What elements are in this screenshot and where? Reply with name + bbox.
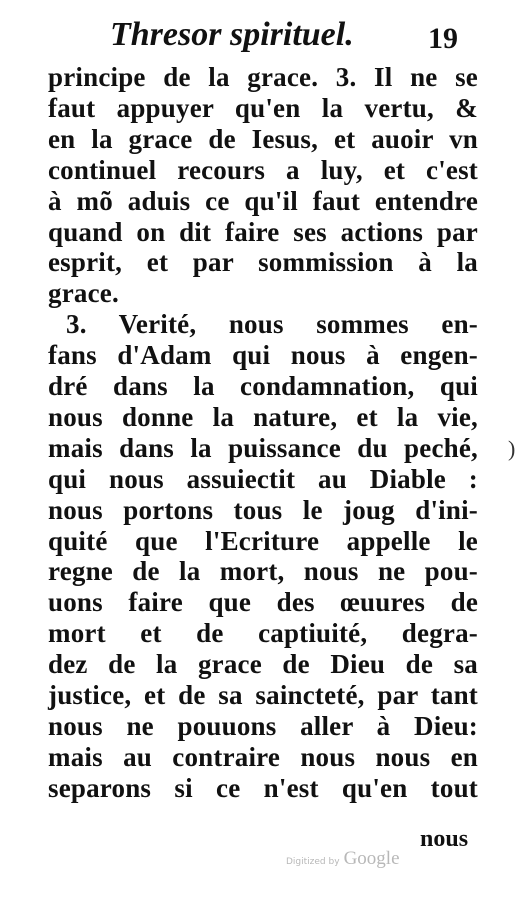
text-line: regne de la mort, nous ne pou- — [48, 556, 478, 587]
text-line: esprit, et par sommission à la — [48, 247, 478, 278]
text-line: nous portons tous le joug d'ini- — [48, 494, 478, 525]
running-title: Thresor spirituel. — [110, 16, 354, 53]
text-line: quand on dit faire ses actions par — [48, 216, 478, 247]
text-line: mais au contraire nous nous en — [48, 741, 478, 772]
text-line: nous donne la nature, et la vie, — [48, 401, 478, 432]
text-line: à mõ aduis ce qu'il faut entendre — [48, 185, 478, 216]
margin-mark: ) — [508, 436, 516, 461]
text-line: dez de la grace de Dieu de sa — [48, 649, 478, 680]
text-line: quité que l'Ecriture appelle le — [48, 525, 478, 556]
text-line: uons faire que des œuures de — [48, 587, 478, 618]
text-line: dré dans la condamnation, qui — [48, 371, 478, 401]
text-line: principe de la grace. 3. Il ne se — [48, 62, 478, 92]
text-line: grace. — [48, 278, 119, 309]
text-line: justice, et de sa saincteté, par tant — [48, 680, 478, 710]
text-line: faut appuyer qu'en la vertu, & — [48, 92, 478, 123]
text-line: qui nous assuiectit au Diable : — [48, 463, 478, 494]
catchword: nous — [420, 826, 469, 852]
text-line: nous ne pouuons aller à Dieu: — [48, 710, 478, 741]
page-number: 19 — [428, 22, 458, 55]
watermark-brand: Google — [343, 848, 400, 869]
text-line: mort et de captiuité, degra- — [48, 618, 478, 649]
text-line: separons si ce n'est qu'en tout — [48, 772, 478, 803]
text-line: mais dans la puissance du peché, — [48, 432, 478, 463]
digitization-watermark — [286, 848, 400, 870]
text-line: 3. Verité, nous sommes en- — [66, 309, 478, 340]
text-line: fans d'Adam qui nous à engen- — [48, 340, 478, 371]
watermark-prefix: Digitized by — [286, 857, 340, 867]
text-line: en la grace de Iesus, et auoir vn — [48, 123, 478, 154]
page-header — [110, 14, 480, 64]
text-line: continuel recours a luy, et c'est — [48, 154, 478, 185]
